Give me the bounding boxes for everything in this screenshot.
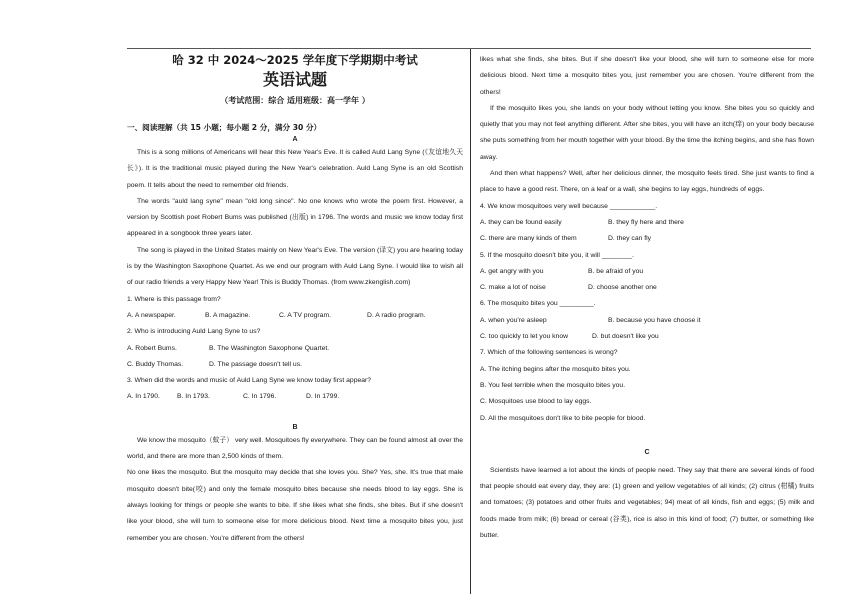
option: B. be afraid of you (588, 267, 644, 275)
top-rule (127, 48, 811, 49)
option: B. The Washington Saxophone Quartet. (209, 344, 330, 352)
question-7-option-a: A. The itching begins after the mosquito bites you. (480, 365, 631, 373)
question-4-options-2 (480, 231, 814, 247)
question-2-options-2 (127, 357, 463, 373)
option: B. because you have choose it (608, 316, 701, 324)
option: C. make a lot of noise (480, 284, 546, 292)
question-3-options (127, 389, 463, 405)
option: A. A newspaper. (127, 311, 176, 319)
question-5-options-1 (480, 264, 814, 280)
option: D. but doesn't like you (592, 333, 659, 341)
question-7: 7. Which of the following sentences is wrong? (480, 349, 618, 357)
option: C. A TV program. (279, 311, 332, 319)
option: A. get angry with you (480, 267, 544, 275)
exam-title: 哈 32 中 2024～2025 学年度下学期期中考试 (172, 53, 418, 67)
question-7-option-d: D. All the mosquitoes don't like to bite people for blood. (480, 414, 646, 422)
question-7-option-c: C. Mosquitoes use blood to lay eggs. (480, 398, 592, 406)
exam-scope: （考试范围：综合 适用班级：高一学年 ） (220, 96, 370, 105)
question-2-options-1 (127, 341, 463, 357)
right-column (480, 52, 814, 544)
option: D. In 1799. (306, 393, 340, 401)
passage-b-paragraph-2-continued: likes what she finds, she bites. But if she doesn't like your blood, she will turn to someone else for more delicious blood. Next time a mosquito bites you, just remember you are chosen. You're different from the others! (480, 56, 814, 96)
option: B. A magazine. (205, 311, 251, 319)
option: B. they fly here and there (608, 218, 684, 226)
question-6: 6. The mosquito bites you _________. (480, 300, 596, 308)
question-4: 4. We know mosquitoes very well because ____________. (480, 202, 658, 210)
question-2: 2. Who is introducing Auld Lang Syne to us? (127, 328, 261, 336)
passage-c-paragraph-1: Scientists have learned a lot about the kinds of people need. They say that there are several kinds of food that people should eat every day, they are: (1) green and yellow vegetables of all kinds; (2) citrus (柑橘) fruits and tomatoes; (3) potatoes and other fruits and vegetables; 94) meat of all kinds, fish and eggs; (5) milk and foods made from milk; (6) bread or cereal (谷类), rice is also in this kind of food; (7) butter, or something like butter. (480, 466, 814, 540)
passage-b-paragraph-2: No one likes the mosquito. But the mosquito may decide that she loves you. She? Yes, she. It's true that male mosquito doesn't bite(咬) and only the female mosquito bites because she needs blood to lay eggs. She is always looking for things or people she wants to bite. If she likes what she finds, she bites. But if she doesn't like your blood, she will turn to someone else for more delicious blood. Next time a mosquito bites you, just remember you are chosen. You're different from the others! (127, 469, 463, 542)
passage-b-paragraph-3: If the mosquito likes you, she lands on your body without letting you know. She bites you so quickly and quietly that you may not feel anything different. After she bites, you will have an itch(痒) on your body because she puts something from her mouth together with your blood. By the time the itching begins, and she has flown away. (480, 104, 814, 161)
question-5: 5. If the mosquito doesn't bite you, it will ________. (480, 251, 634, 259)
passage-c-label: C (644, 448, 650, 456)
option: A. when you're asleep (480, 316, 547, 324)
passage-b-paragraph-1: We know the mosquito（蚊子） very well. Mosquitoes fly everywhere. They can be found almost all over the world, and there are more than 2,500 kinds of them. (127, 436, 463, 461)
option: D. A radio program. (367, 311, 426, 319)
passage-a-paragraph-2: The words "auld lang syne" mean "old long since". No one knows who wrote the poem first. However, a version by Scottish poet Robert Bums was published (出版) in 1796. The words and music we know today first appeared in a songbook three years later. (127, 197, 463, 238)
option: C. there are many kinds of them (480, 235, 577, 243)
option: B. In 1793. (177, 393, 210, 401)
passage-b-paragraph-4: And then what happens? Well, after her delicious dinner, the mosquito feels tired. She just wants to find a place to have a good rest. There, on a leaf or a wall, she begins to lay eggs, hundreds of eggs. (480, 170, 814, 194)
option: D. The passage doesn't tell us. (209, 360, 302, 368)
option: D. they can fly (608, 235, 652, 243)
question-1-options (127, 308, 463, 324)
option: A. Robert Bums. (127, 344, 177, 352)
question-4-options-1 (480, 215, 814, 231)
subject-title: 英语试题 (262, 70, 327, 89)
option: D. choose another one (588, 284, 657, 292)
question-6-options-1 (480, 313, 814, 329)
passage-a-paragraph-3: The song is played in the United States mainly on New Year's Eve. The version (译文) you are hearing today is by the Washington Saxophone Quartet. As we end our program with Auld Lang Syne. I would like to wish all of our radio friends a very Happy New Year! This is Buddy Thomas. (from www.zkenglish.com) (127, 246, 463, 287)
left-column (127, 52, 463, 542)
passage-a-paragraph-1: This is a song millions of Americans will hear this New Year's Eve. It is called Auld Lang Syne (《友谊地久天长》). It is the traditional music played during the New Year's celebration. Auld Lang Syne is an old Scottish poem. It tells about the need to remember old friends. (127, 149, 463, 189)
question-3: 3. When did the words and music of Auld Lang Syne we know today first appear? (127, 377, 372, 385)
question-5-options-2 (480, 280, 814, 296)
option: A. In 1790. (127, 393, 160, 401)
option: C. Buddy Thomas. (127, 360, 184, 368)
passage-a-label: A (292, 136, 298, 143)
option: C. too quickly to let you know (480, 333, 569, 341)
question-7-option-b: B. You feel terrible when the mosquito bites you. (480, 381, 626, 389)
option: C. In 1796. (243, 393, 277, 401)
section-heading: 一、阅读理解（共 15 小题；每小题 2 分，满分 30 分） (127, 123, 322, 132)
question-1: 1. Where is this passage from? (127, 295, 221, 303)
option: A. they can be found easily (480, 218, 562, 226)
column-divider (470, 49, 471, 594)
question-6-options-2 (480, 329, 814, 345)
passage-b-label: B (292, 423, 298, 431)
